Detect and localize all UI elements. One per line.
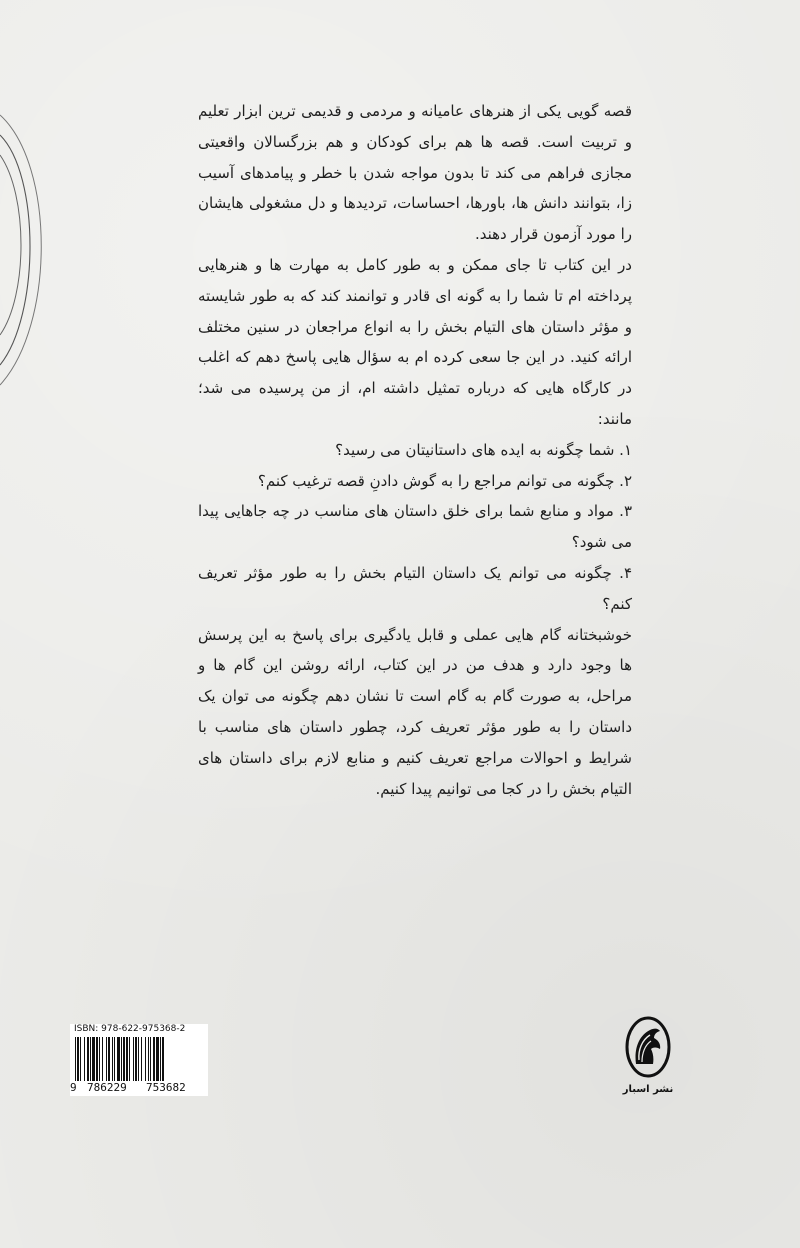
isbn-barcode bbox=[70, 1024, 208, 1096]
blurb-paragraph-intro: قصه گویی یکی از هنرهای عامیانه و مردمی و قدیمی ترین ابزار تعلیم و تربیت است. قصه ها هم برای کودکان و هم بزرگسالان واقعیتی مجازی فراهم می کند تا بدون مواجه شدن با خطر و پیامدهای آسیب زا، بتوانند دانش ها، باورها، احساسات، تردیدها و دل مشغولی هایشان را مورد آزمون قرار دهند. bbox=[198, 102, 632, 244]
publisher-logo bbox=[620, 1016, 676, 1100]
question-item-2: ۲. چگونه می توانم مراجع را به گوش دادنِ قصه ترغیب کنم؟ bbox=[257, 471, 632, 490]
decorative-arcs-icon bbox=[0, 95, 60, 395]
barcode-digit-group-2: 753682 bbox=[146, 1081, 186, 1094]
publisher-name: نشر اسبار bbox=[622, 1084, 674, 1095]
blurb-paragraph-purpose: در این کتاب تا جای ممکن و به طور کامل به مهارت ها و هنرهایی پرداخته ام تا شما را به گونه ای قادر و توانمند کند که به طور شایسته و مؤثر داستان های التیام بخش را به انواع مراجعان در سنین مختلف ارائه کنید. در این جا سعی کرده ام به سؤال هایی پاسخ دهم که اغلب در کارگاه هایی که درباره تمثیل داشته ام، از من پرسیده می شد؛ مانند: bbox=[198, 255, 632, 428]
isbn-label: ISBN: 978-622-975368-2 bbox=[74, 1024, 186, 1034]
barcode-digit-lead: 9 bbox=[70, 1081, 77, 1094]
barcode-bars-icon bbox=[75, 1037, 203, 1081]
question-item-3: ۳. مواد و منابع شما برای خلق داستان های مناسب در چه جاهایی پیدا می شود؟ bbox=[198, 502, 632, 552]
question-item-1: ۱. شما چگونه به ایده های داستانیتان می رسید؟ bbox=[335, 440, 632, 459]
blurb-paragraph-closing: خوشبختانه گام هایی عملی و قابل یادگیری برای پاسخ به این پرسش ها وجود دارد و هدف من در این کتاب، ارائه روشن این گام ها و مراحل، به صورت گام به گام است تا نشان دهم چگونه می توان یک داستان را به طور مؤثر تعریف کرد، چطور داستان های مناسب با شرایط و احوالات مراجع تعریف کنیم و منابع لازم برای داستان های التیام بخش را در کجا می توانیم پیدا کنیم. bbox=[198, 625, 632, 798]
horse-head-emblem-icon bbox=[623, 1016, 673, 1078]
barcode-digit-group-1: 786229 bbox=[87, 1081, 127, 1094]
back-cover-blurb bbox=[198, 96, 632, 804]
question-item-4: ۴. چگونه می توانم یک داستان التیام بخش را به طور مؤثر تعریف کنم؟ bbox=[198, 563, 632, 613]
